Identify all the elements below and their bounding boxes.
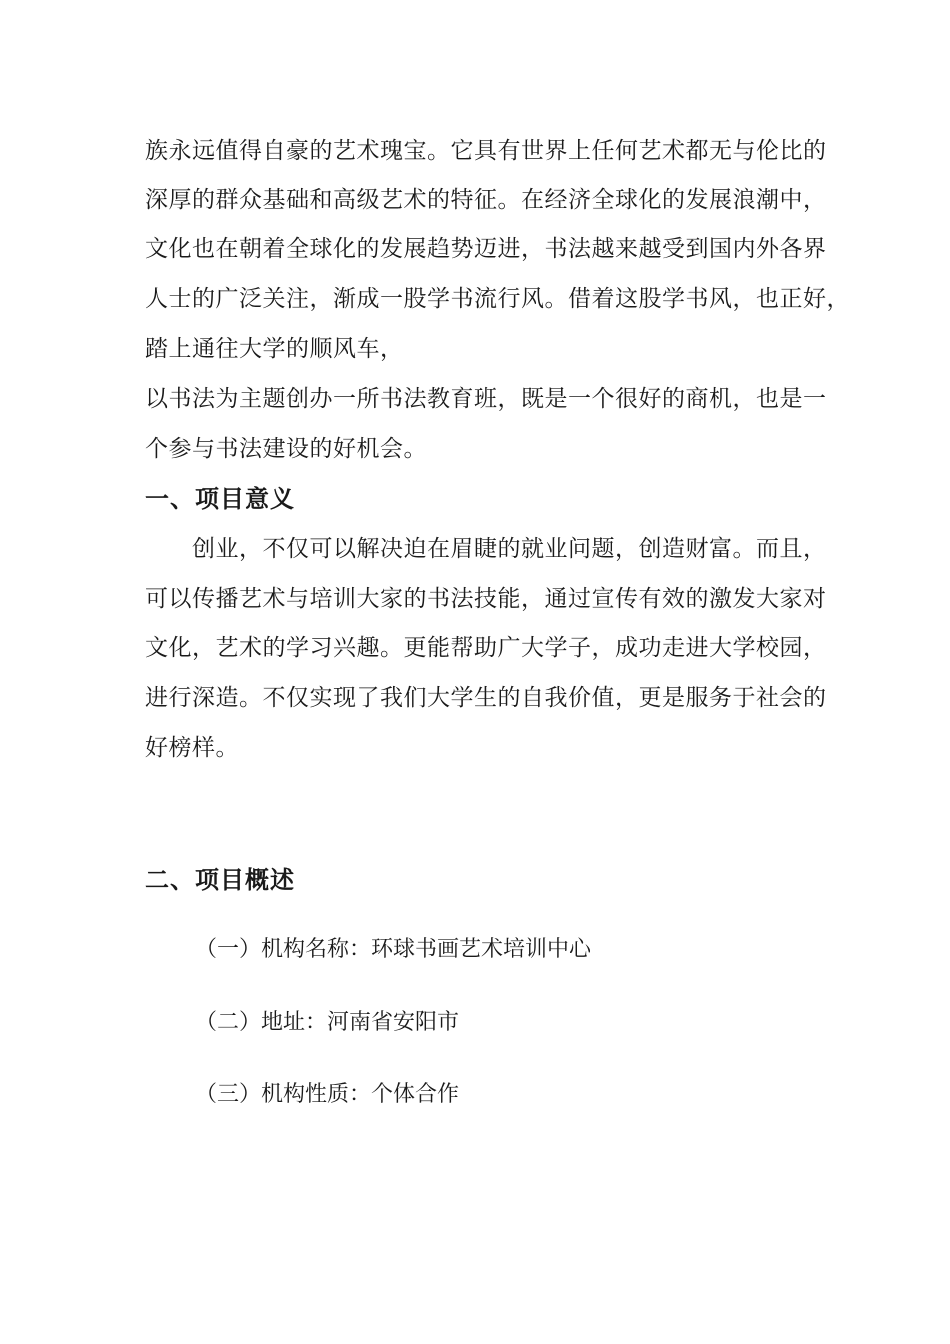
intro-line: 个参与书法建设的好机会。 bbox=[145, 436, 427, 462]
paragraph-line: 创业，不仅可以解决迫在眉睫的就业问题，创造财富。而且， bbox=[192, 536, 827, 562]
overview-item-name: （一）机构名称：环球书画艺术培训中心 bbox=[195, 937, 592, 962]
intro-line: 人士的广泛关注，渐成一股学书流行风。借着这股学书风，也正好， bbox=[145, 286, 850, 312]
paragraph-line: 好榜样。 bbox=[145, 735, 239, 761]
overview-item-nature: （三）机构性质：个体合作 bbox=[195, 1082, 460, 1107]
intro-line: 踏上通往大学的顺风车， bbox=[145, 336, 404, 362]
intro-line: 深厚的群众基础和高级艺术的特征。在经济全球化的发展浪潮中， bbox=[145, 187, 827, 213]
overview-item-address: （二）地址：河南省安阳市 bbox=[195, 1010, 460, 1035]
intro-line: 族永远值得自豪的艺术瑰宝。它具有世界上任何艺术都无与伦比的 bbox=[145, 138, 827, 164]
intro-line: 以书法为主题创办一所书法教育班，既是一个很好的商机，也是一 bbox=[145, 386, 827, 412]
paragraph-line: 文化，艺术的学习兴趣。更能帮助广大学子，成功走进大学校园， bbox=[145, 635, 827, 661]
paragraph-line: 进行深造。不仅实现了我们大学生的自我价值，更是服务于社会的 bbox=[145, 685, 827, 711]
section-heading-significance: 一、项目意义 bbox=[145, 485, 295, 513]
paragraph-line: 可以传播艺术与培训大家的书法技能，通过宣传有效的激发大家对 bbox=[145, 586, 827, 612]
intro-line: 文化也在朝着全球化的发展趋势迈进，书法越来越受到国内外各界 bbox=[145, 236, 827, 262]
section-heading-overview: 二、项目概述 bbox=[145, 866, 295, 894]
